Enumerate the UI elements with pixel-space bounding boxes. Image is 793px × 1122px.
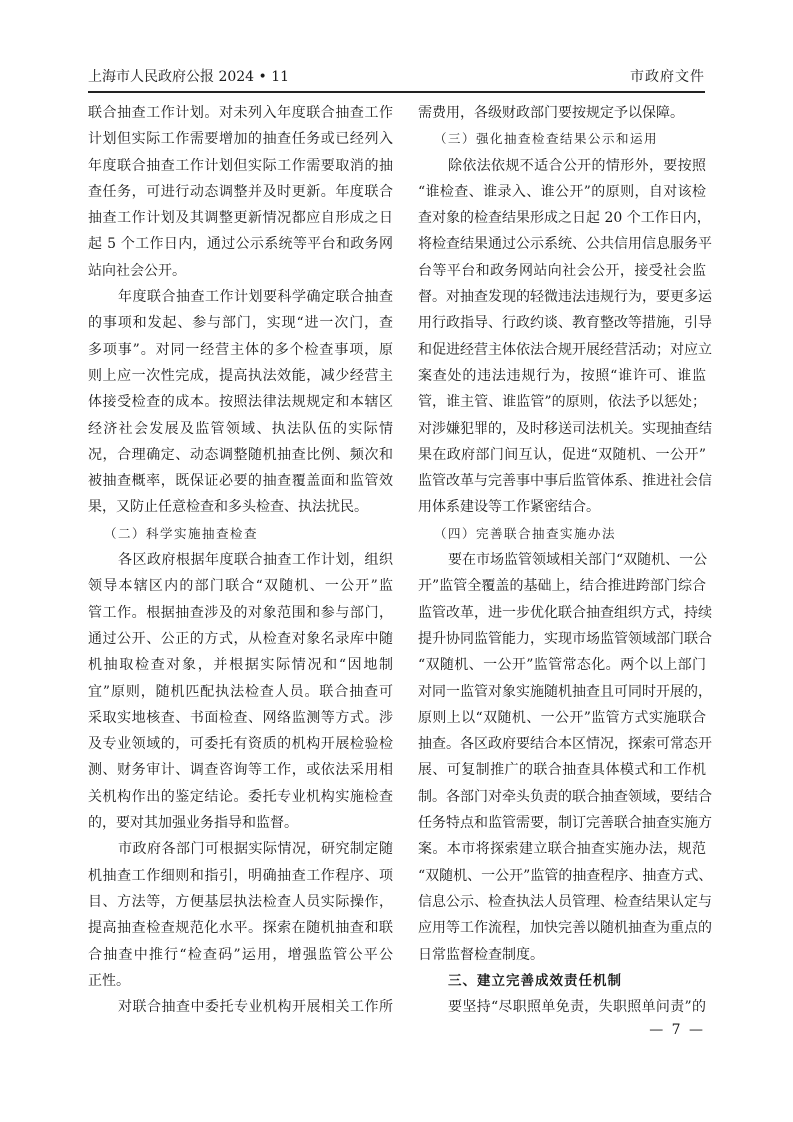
paragraph (88, 836, 393, 994)
text-line: 被抽查概率，既保证必要的抽查覆盖面和监管效 (88, 473, 393, 490)
subsection-heading (418, 521, 706, 547)
header-rule (88, 91, 705, 93)
text-line: 果在政府部门间互认，促进“双随机、一公开” (418, 446, 706, 463)
text-line: 对涉嫌犯罪的，及时移送司法机关。实现抽查结 (418, 420, 712, 437)
subsection-heading (88, 521, 393, 547)
left-column (88, 100, 393, 1020)
paragraph (418, 994, 706, 1020)
publication-header: 上海市人民政府公报 2024 • 11 (88, 69, 290, 85)
text-line: 市政府各部门可根据实际情况，研究制定随 (118, 841, 393, 858)
page-number: — 7 — (649, 1022, 705, 1038)
paragraph (418, 547, 713, 968)
text-line: 联合抽查工作计划。对未列入年度联合抽查工作 (88, 105, 393, 121)
text-line: 开”监管全覆盖的基础上，结合推进跨部门综合 (418, 578, 706, 595)
text-line: 起 5 个工作日内，通过公示系统等平台和政务网 (88, 236, 393, 253)
text-line: 抽查。各区政府要结合本区情况，探索可常态开 (418, 736, 712, 753)
section-heading (418, 968, 706, 994)
right-column (418, 100, 713, 1020)
text-line: 多项事”。对同一经营主体的多个检查事项，原 (88, 341, 393, 358)
text-line: 监管改革与完善事中事后监管体系、推进社会信 (418, 473, 712, 490)
text-line: 和促进经营主体依法合规开展经营活动；对应立 (418, 341, 712, 358)
text-line: 要在市场监管领域相关部门“双随机、一公 (448, 552, 708, 569)
text-line: 台等平台和政务网站向社会公开，接受社会监 (418, 262, 706, 279)
text-line: 提高抽查检查规范化水平。探索在随机抽查和联 (88, 920, 393, 937)
text-line: 用体系建设等工作紧密结合。 (418, 499, 600, 516)
text-line: 采取实地核查、书面检查、网络监测等方式。涉 (88, 709, 393, 726)
text-line: 信息公示、检查执法人员管理、检查结果认定与 (418, 893, 712, 910)
text-line: 抽查工作计划及其调整更新情况都应自形成之日 (88, 210, 393, 227)
text-line: “双随机、一公开”监管的抽查程序、抽查方式、 (418, 867, 713, 884)
text-line: 合抽查中推行“检查码”运用，增强监管公平公 (88, 946, 393, 963)
text-line: 案查处的违法违规行为，按照“谁许可、谁监 (418, 367, 706, 384)
paragraph (418, 100, 706, 126)
text-line: （四）完善联合抽查实施办法 (434, 525, 617, 541)
paragraph (88, 994, 393, 1020)
text-line: “谁检查、谁录入、谁公开”的原则，自对该检 (418, 183, 706, 200)
text-line: 测、财务审计、调查咨询等工作，或依法采用相 (88, 762, 393, 779)
text-line: 宜”原则，随机匹配执法检查人员。联合抽查可 (88, 683, 393, 700)
text-line: 关机构作出的鉴定结论。委托专业机构实施检查 (88, 788, 393, 805)
text-line: 对联合抽查中委托专业机构开展相关工作所 (118, 999, 393, 1016)
section-header: 市政府文件 (630, 69, 705, 85)
text-line: 则上应一次性完成，提高执法效能，减少经营主 (88, 367, 393, 384)
text-line: 日常监督检查制度。 (418, 946, 544, 963)
text-line: 正性。 (88, 972, 130, 989)
text-line: 的事项和发起、参与部门，实现“进一次门，查 (88, 315, 393, 332)
text-line: 要坚持“尽职照单免责，失职照单问责”的 (448, 999, 706, 1016)
text-line: 管工作。根据抽查涉及的对象范围和参与部门， (88, 604, 393, 621)
text-line: 通过公开、公正的方式，从检查对象名录库中随 (88, 630, 393, 647)
text-line: 计划但实际工作需要增加的抽查任务或已经列入 (88, 131, 393, 148)
text-line: 果，又防止任意检查和多头检查、执法扰民。 (88, 499, 368, 516)
text-line: 制。各部门对牵头负责的联合抽查领域，要结合 (418, 788, 712, 805)
text-line: 体接受检查的成本。按照法律法规规定和本辖区 (88, 394, 393, 411)
text-line: 案。本市将探索建立联合抽查实施办法，规范 (418, 841, 706, 858)
text-line: 机抽取检查对象，并根据实际情况和“因地制 (88, 657, 393, 674)
subsection-heading (418, 126, 706, 152)
text-line: 目、方法等，方便基层执法检查人员实际操作， (88, 893, 393, 910)
text-line: 机抽查工作细则和指引，明确抽查工作程序、项 (88, 867, 393, 884)
text-line: 展、可复制推广的联合抽查具体模式和工作机 (418, 762, 706, 779)
text-line: 三、建立完善成效责任机制 (448, 972, 622, 989)
text-line: 各区政府根据年度联合抽查工作计划，组织 (118, 552, 393, 569)
text-line: “双随机、一公开”监管常态化。两个以上部门 (418, 657, 706, 674)
text-line: （三）强化抽查检查结果公示和运用 (434, 131, 659, 147)
text-line: 站向社会公开。 (88, 262, 186, 279)
text-line: 对同一监管对象实施随机抽查且可同时开展的， (418, 683, 712, 700)
text-line: 任务特点和监管需要，制订完善联合抽查实施方 (418, 815, 712, 832)
text-line: 年度联合抽查工作计划要科学确定联合抽查 (118, 289, 393, 306)
text-line: 的，要对其加强业务指导和监督。 (88, 815, 298, 832)
text-line: 查对象的检查结果形成之日起 20 个工作日内， (418, 210, 711, 227)
text-line: 年度联合抽查工作计划但实际工作需要取消的抽 (88, 157, 393, 174)
text-line: 用行政指导、行政约谈、教育整改等措施，引导 (418, 315, 712, 332)
text-line: 况，合理确定、动态调整随机抽查比例、频次和 (88, 446, 393, 463)
text-line: 原则上以“双随机、一公开”监管方式实施联合 (418, 709, 706, 726)
text-line: 查任务，可进行动态调整并及时更新。年度联合 (88, 183, 393, 200)
text-line: 除依法依规不适合公开的情形外，要按照 (448, 157, 706, 174)
text-line: 及专业领域的，可委托有资质的机构开展检验检 (88, 736, 393, 753)
text-line: 应用等工作流程，加快完善以随机抽查为重点的 (418, 920, 712, 937)
text-line: 提升协同监管能力，实现市场监管领域部门联合 (418, 630, 712, 647)
text-line: 监管改革，进一步优化联合抽查组织方式，持续 (418, 604, 712, 621)
paragraph (88, 100, 393, 284)
text-line: （二）科学实施抽查检查 (104, 525, 259, 541)
text-line: 经济社会发展及监管领域、执法队伍的实际情 (88, 420, 393, 437)
paragraph (418, 153, 712, 521)
text-line: 管，谁主管、谁监管”的原则，依法予以惩处； (418, 394, 706, 411)
text-line: 领导本辖区内的部门联合“双随机、一公开”监 (88, 578, 393, 595)
paragraph (88, 284, 393, 521)
text-line: 督。对抽查发现的轻微违法违规行为，要更多运 (418, 289, 712, 306)
paragraph (88, 547, 393, 836)
text-line: 将检查结果通过公示系统、公共信用信息服务平 (418, 236, 712, 253)
text-line: 需费用，各级财政部门要按规定予以保障。 (418, 105, 684, 121)
